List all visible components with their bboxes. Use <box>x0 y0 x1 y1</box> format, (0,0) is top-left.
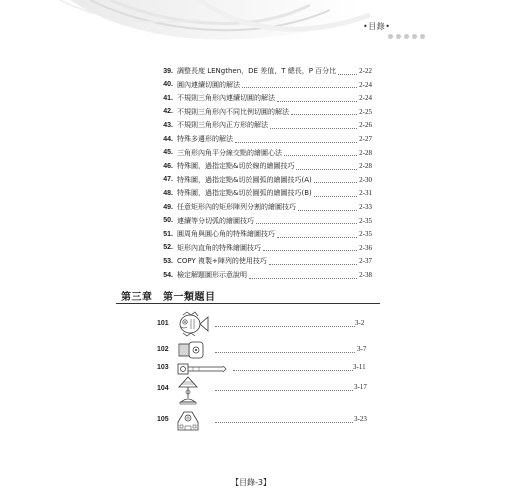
decorative-swirl <box>0 0 520 60</box>
toc-entry-page: 2-28 <box>359 162 372 171</box>
problem-number: 103 <box>157 364 169 371</box>
leader-dots <box>277 237 357 238</box>
toc-entry-title: 矩形內直角的特殊繪圖技巧 <box>177 243 261 252</box>
toc-entry-page: 2-38 <box>359 271 372 279</box>
toc-entry[interactable] <box>152 132 372 146</box>
problem-number: 102 <box>157 346 169 353</box>
toc-entry-title: 不規則三角形內正方形的解法 <box>177 121 268 130</box>
problem-page: 3-23 <box>354 415 367 423</box>
toc-entry-title: 調整長度 LENgthen，DE 差值，T 總長，P 百分比 <box>177 67 337 75</box>
toc-entry-title: 不規則三角形內連續切圓的解法 <box>177 94 275 103</box>
toc-entry[interactable] <box>152 241 372 255</box>
toc-entry-number: 49. <box>163 203 173 211</box>
header-dots <box>388 34 425 39</box>
toc-entry[interactable] <box>152 146 372 160</box>
toc-entry-page: 2-24 <box>359 80 372 89</box>
toc-entry-number: 46. <box>163 162 173 170</box>
toc-entry-title: COPY 複製+陣列的使用技巧 <box>177 257 267 266</box>
bracket-icon <box>176 408 200 432</box>
leader-dots <box>269 264 357 265</box>
toc-entry-page: 2-31 <box>359 189 372 198</box>
toc-entry[interactable] <box>152 118 372 132</box>
toc-entry[interactable] <box>152 64 372 78</box>
header-title: •目錄• <box>363 22 391 31</box>
toc-entry-title: 任意矩形內的矩形陣列分割的繪圖技巧 <box>177 203 296 211</box>
toc-entry-page: 2-30 <box>359 175 372 184</box>
toc-entry-title: 特殊圖，過指定點&切於線的繪圖技巧 <box>177 162 295 171</box>
problem-page: 3-11 <box>353 363 366 371</box>
toc-entry-title: 特殊圖，過指定點&切於圓弧的繪圖技巧(A) <box>177 175 312 184</box>
toc-entry-title: 連續等分切弧的繪圖技巧 <box>177 216 254 225</box>
toc-entry[interactable] <box>152 105 372 119</box>
toc-entry[interactable] <box>152 268 372 282</box>
toc-entry-title: 特殊圖，過指定點&切於圓弧的繪圖技巧(B) <box>177 189 312 198</box>
toc-entry-number: 42. <box>163 108 173 116</box>
toc-entry-number: 51. <box>163 230 173 238</box>
leader-dots <box>284 155 357 156</box>
toc-entry-title: 三角形內角平分線交點的繪圖心法 <box>177 148 282 157</box>
leader-dots <box>296 169 357 170</box>
leader-dots <box>215 390 353 391</box>
toc-entry[interactable] <box>152 200 372 214</box>
leader-dots <box>235 142 357 143</box>
toc-entry-page: 2-28 <box>359 148 372 157</box>
toc-entry-page: 2-26 <box>359 121 372 130</box>
leader-dots <box>263 250 357 251</box>
leader-dots <box>291 114 357 115</box>
toc-entry-page: 2-22 <box>359 67 372 75</box>
problem-number: 101 <box>157 320 169 327</box>
lamp-icon <box>176 376 200 406</box>
toc-entry-page: 2-27 <box>359 135 372 143</box>
toc-entry-number: 39. <box>163 67 173 75</box>
toc-entry-page: 2-35 <box>359 230 372 239</box>
toc-entry-number: 52. <box>163 244 173 252</box>
leader-dots <box>215 326 355 327</box>
toc-entry-page: 2-35 <box>359 216 372 225</box>
problem-number: 104 <box>157 385 169 392</box>
leader-dots <box>270 128 357 129</box>
toc-entry-number: 43. <box>163 121 173 129</box>
gear-shaft-icon <box>177 340 207 360</box>
toc-entry-page: 2-36 <box>359 243 372 252</box>
leader-dots <box>338 74 357 75</box>
toc-entry-title: 檢定解題圖形示意說明 <box>177 271 247 279</box>
toc-entry-number: 47. <box>163 176 173 184</box>
toc-entry-title: 圓周角與圓心角的特殊繪圖技巧 <box>177 230 275 239</box>
toc-entry-number: 45. <box>163 149 173 157</box>
toc-entry-number: 54. <box>163 271 173 279</box>
toc-entry-page: 2-25 <box>359 107 372 116</box>
leader-dots <box>256 223 357 224</box>
footer-page-label: 【目錄-3】 <box>231 478 271 487</box>
toc-entry-page: 2-37 <box>359 257 372 266</box>
leader-dots <box>242 87 357 88</box>
chapter-rule <box>116 303 380 304</box>
toc-entry-number: 50. <box>163 217 173 225</box>
toc-entry-number: 48. <box>163 189 173 197</box>
problem-page: 3-17 <box>354 383 367 391</box>
fish-icon <box>175 311 209 337</box>
toc-entry-number: 53. <box>163 257 173 265</box>
chapter-heading <box>116 287 380 302</box>
toc-entry[interactable] <box>152 227 372 241</box>
toc-entry[interactable] <box>152 214 372 228</box>
toc-entry-title: 特殊多邊形的解法 <box>177 135 233 143</box>
toc-entry-title: 圓內連續切圓的解法 <box>177 80 240 89</box>
toc-entry[interactable] <box>152 159 372 173</box>
problem-page: 3-2 <box>355 319 365 327</box>
toc-entry[interactable] <box>152 186 372 200</box>
toc-entry[interactable] <box>152 173 372 187</box>
toc-entry[interactable] <box>152 78 372 92</box>
leader-dots <box>314 182 357 183</box>
leader-dots <box>277 101 357 102</box>
toc-entry-number: 44. <box>163 135 173 143</box>
chapter-title: 第三章 第一類題目 <box>121 292 216 303</box>
problem-row[interactable] <box>157 378 370 398</box>
toc-entry-number: 40. <box>163 81 173 89</box>
toc-entry-page: 2-33 <box>359 203 372 211</box>
toc-entry[interactable] <box>152 254 372 268</box>
wrench-bar-icon <box>177 362 227 376</box>
toc-entry-title: 不規則三角形內不同比例切圓的解法 <box>177 107 289 116</box>
toc-entry[interactable] <box>152 91 372 105</box>
leader-dots <box>215 422 353 423</box>
problem-row[interactable] <box>157 316 370 336</box>
leader-dots <box>215 352 355 353</box>
problem-number: 105 <box>157 416 169 423</box>
leader-dots <box>249 278 357 279</box>
problem-page: 3-7 <box>357 345 367 353</box>
leader-dots <box>233 370 353 371</box>
problem-row[interactable] <box>157 412 370 432</box>
problem-row[interactable] <box>157 342 370 362</box>
toc-entry-number: 41. <box>163 94 173 102</box>
leader-dots <box>314 196 357 197</box>
toc-entry-page: 2-24 <box>359 94 372 103</box>
leader-dots <box>298 210 357 211</box>
